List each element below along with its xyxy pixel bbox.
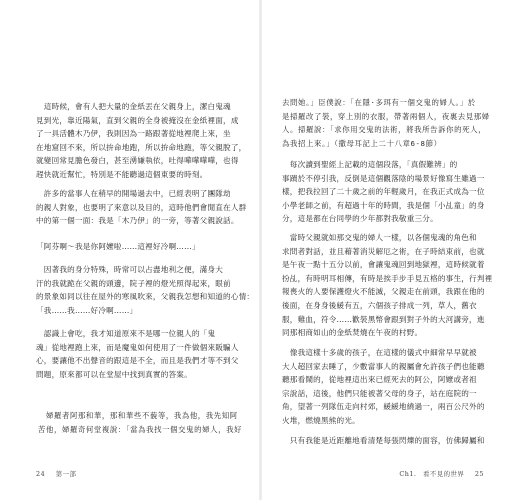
- paragraph-4: [36, 327, 239, 381]
- text-line: 汗的我就跪在父親的頭邊，院子裡的燈光照得起來，眼前: [36, 278, 231, 288]
- paragraph-3: [36, 263, 254, 317]
- paragraph-4: [282, 434, 485, 448]
- scripture-quote: [30, 409, 242, 436]
- text-line: 大人超回家去睡了，少數當事人的親屬會允許孩子們也能聽: [282, 361, 485, 371]
- text-line: 中的第一個一面：我是「木乃伊」的一旁，等著父親說話。: [36, 216, 239, 226]
- scripture-quote: [282, 96, 490, 150]
- text-line: 小學老師之前，有超過十年的時間，我是個「小乩童」的身: [282, 200, 485, 210]
- chapter-label: Ch1.: [399, 470, 417, 478]
- text-line: 扮乩，有時明耳相傳，有時是挨手步手見五格的事生，行判裡: [282, 273, 493, 283]
- text-line: 為我招上來。」（撒母耳記上二十八章6-8節）: [282, 138, 442, 148]
- text-line: 的景象如同以往在屋外的寒風吹來，父親我怎想和知道的心情：: [36, 292, 255, 302]
- paragraph-2: [282, 231, 492, 340]
- dialogue-quote: [36, 240, 200, 254]
- text-line: 是午夜一點十五分以前，會讓鬼魂回到地獄裡，這時候就着: [282, 260, 485, 270]
- text-line: 「阿芬啊～我是你阿嬤啦……這裡好冷啊……」: [36, 242, 200, 251]
- text-line: 角，望著一列隊伍走向村郊，緩緩地繞過一，兩百公尺外的: [282, 402, 485, 412]
- paragraph-3: [282, 346, 485, 428]
- page-number: 24: [36, 470, 46, 478]
- text-line: 認識上會吃，我才知道原來不是哪一位親人的「鬼: [36, 329, 216, 338]
- text-line: 是掃羅改了裝，穿上別的衣服，帶著兩個人，夜裏去見那婦: [282, 111, 490, 121]
- page-number: 25: [474, 470, 484, 478]
- text-line: 人。掃羅說：「求你用交鬼的法術，將我所告訴你的死人，: [282, 125, 487, 135]
- text-line: 分，這是都在台同學的少年都對我敬重三分。: [282, 214, 438, 224]
- text-line: 只有我能是近距離地看清楚每張閃爍的面容，仿佛歸屬和: [282, 436, 485, 445]
- text-line: 聽那看鬧的，從地裡這出來已經死去的阿公，阿嬤或者祖: [282, 375, 477, 385]
- text-line: 事蹟於不停引我，反倒是這個觀落陰的場景好像寫生雖過一: [282, 173, 485, 183]
- page-footer: [36, 469, 76, 478]
- page-footer: [399, 469, 484, 478]
- text-line: 的親人對象，也要明了來意以及目的，這時他們會閒直在人群: [36, 202, 247, 212]
- text-line: 問題，原來都可以在堂屋中找到真實的答案。: [36, 369, 192, 379]
- text-line: 服，雞血，符令……歡裝黑幣會跟到對子外的大河講旁，進: [282, 314, 485, 324]
- text-line: 苦他，婦羅奇何堂複說：「當為我找一個交鬼的婦人，我好: [30, 424, 243, 434]
- text-line: 樣，把我拉回了二十歲之前的年輕歲月，在我正式成為一位: [282, 187, 485, 197]
- text-line: 同那相商如山的金紙焚燒在午夜的村野。: [282, 328, 423, 338]
- text-line: 求問者對話，並且藉著消災解厄之術，在子時結束前，也就: [282, 246, 485, 256]
- text-line: 婦羅者阿那和華，那和華些不藐等，我為他，我先知阿: [30, 411, 238, 420]
- chapter-title: 看不見的世界: [422, 470, 465, 478]
- text-line: 了一具活體木乃伊，我則因為一路跟著從地裡爬上來，坐: [36, 129, 231, 139]
- paragraph-1: [36, 100, 246, 182]
- text-line: 因著我的身分特殊，時常可以占盡地利之便，滿身大: [36, 265, 224, 274]
- text-line: 心，要讓他不出聲音的跟這是不全，而且是我們才等不到父: [36, 356, 239, 366]
- text-line: 每次讀到聖經上記載的這個段落，「真假難辨」的: [282, 160, 458, 169]
- text-line: 趕快就近幫忙，特別是不能聽過這個東要的時刻。: [36, 169, 208, 179]
- text-line: 後面，在身身後緩有五，六個孩子排成一列，草人，舊衣: [282, 300, 477, 310]
- text-line: 魂」從地裡跑上來，而是魔鬼如何使用了一件做個來販騙人: [36, 342, 239, 352]
- text-line: 這時候，會有人把大量的金紙丟在父親身上，潔白鬼魂: [36, 102, 231, 111]
- text-line: 見到光，靠近陽氣，直到父親的全身被掩沒在金紙裡面，成: [36, 115, 239, 125]
- paragraph-1: [282, 158, 485, 226]
- text-line: 火堆，燃燒黑熊的光。: [282, 415, 360, 425]
- text-line: 就變回常見膽色發白，甚至湧嫌執依，吐得嘩嘩嘩嘩，也得: [36, 156, 239, 166]
- text-line: 宗說話，這後，他們只能被著父母的身子，站在庭院的一: [282, 388, 477, 398]
- text-line: 像我這樣十多歲的孩子，在這樣的儀式中細常早早就被: [282, 348, 477, 357]
- text-line: 報喪火的人要保護燈火不能滅，父親走在前頭，我跟在他的: [282, 287, 485, 297]
- text-line: 許多的當事人在稍早的開場過去中，已經表明了團隊劫: [36, 189, 231, 198]
- right-page: [262, 0, 520, 500]
- text-line: 去問她。」臣僕說：「在隱·多珥有一個交鬼的婦人。」於: [282, 98, 476, 107]
- part-title: 第一部: [55, 470, 77, 478]
- paragraph-2: [36, 187, 246, 228]
- text-line: 在地窟回不來，所以拚命地跑，所以拚命地跑，等父親脫了，: [36, 142, 247, 152]
- text-line: 當時父親就如那交鬼的婦人一樣，以各個鬼魂的角色和: [282, 233, 477, 242]
- text-line: 「我……我……好冷啊……」: [36, 305, 138, 315]
